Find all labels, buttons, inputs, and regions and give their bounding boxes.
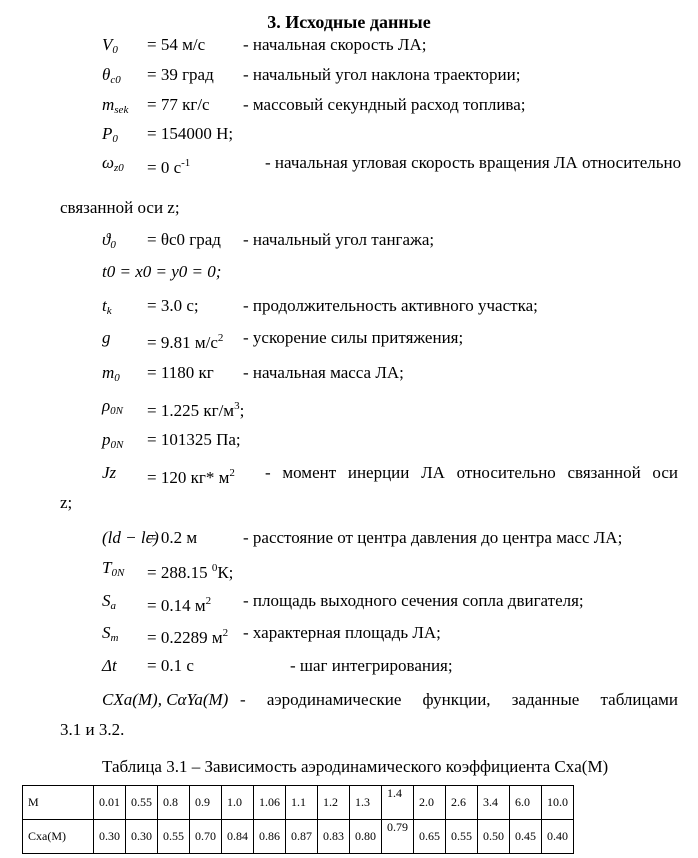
table-cell: 0.65 <box>414 820 446 854</box>
table-cell: 2.6 <box>446 786 478 820</box>
table-cell: 0.30 <box>126 820 158 854</box>
table-cell: 0.83 <box>318 820 350 854</box>
parameter-symbol <box>102 690 228 710</box>
symbol-base: S <box>102 591 111 610</box>
row-label: Cxa(M) <box>23 820 94 854</box>
table-caption: Таблица 3.1 – Зависимость аэродинамического коэффициента Cxa(M) <box>102 757 609 776</box>
table-cell: 0.30 <box>94 820 126 854</box>
parameter-description: - аэродинамические функции, заданные таблицами <box>240 690 678 709</box>
symbol-base: ρ <box>102 396 111 415</box>
parameter-description: - начальный угол тангажа; <box>243 230 435 249</box>
table-cell: 0.50 <box>478 820 510 854</box>
parameter-value: = 54 м/с <box>147 35 206 54</box>
parameter-continuation: связанной оси z; <box>60 198 180 217</box>
table-cell: 1.1 <box>286 786 318 820</box>
symbol-base: Jz <box>102 463 117 482</box>
table-cell: 3.4 <box>478 786 510 820</box>
parameter-description: - начальная масса ЛА; <box>243 363 404 382</box>
symbol-subscript: sek <box>114 104 129 116</box>
cx-table <box>22 785 574 854</box>
section-title: 3. Исходные данные <box>267 12 431 32</box>
symbol-subscript: 0 <box>110 239 116 251</box>
symbol-base: m <box>102 95 115 114</box>
parameter-symbol <box>102 95 128 120</box>
table-cell: 1.0 <box>222 786 254 820</box>
symbol-subscript: 0 <box>112 44 118 56</box>
parameter-symbol <box>102 35 118 60</box>
parameter-value: = 1.225 $кг/м^3$; <box>147 400 245 420</box>
parameter-symbol <box>102 396 123 421</box>
table-cell: 1.2 <box>318 786 350 820</box>
parameter-value: = 9.81 $м/с^2$ <box>147 332 224 352</box>
table-cell: 0.9 <box>190 786 222 820</box>
row-label: M <box>23 786 94 820</box>
parameter-continuation: 3.1 и 3.2. <box>60 720 125 739</box>
symbol-base: p <box>102 430 111 449</box>
symbol-subscript: 0 <box>112 133 118 145</box>
table-row <box>23 820 574 854</box>
table-cell: 0.01 <box>94 786 126 820</box>
parameter-symbol <box>102 558 124 583</box>
parameter-description: - начальная скорость ЛА; <box>243 35 427 54</box>
table-cell: 6.0 <box>510 786 542 820</box>
parameter-description: - шаг интегрирования; <box>290 656 453 675</box>
parameter-value: = 120 кг* $м^2$ <box>147 467 235 487</box>
table-cell: 1.3 <box>350 786 382 820</box>
symbol-base: θ <box>102 65 111 84</box>
parameter-symbol <box>102 124 118 149</box>
parameter-symbol <box>102 363 120 388</box>
table-cell: 0.87 <box>286 820 318 854</box>
parameter-value: = 1180 кг <box>147 363 214 382</box>
parameter-value: = 0.1 с <box>147 656 194 675</box>
parameter-description: - массовый секундный расход топлива; <box>243 95 526 114</box>
symbol-subscript: 0N <box>110 439 124 451</box>
parameter-symbol <box>102 296 112 321</box>
parameter-value: = 77 кг/с <box>147 95 210 114</box>
table-cell: 1.4 <box>382 786 414 820</box>
parameter-symbol <box>102 230 116 255</box>
symbol-base: ω <box>102 153 115 172</box>
table-cell: 0.55 <box>446 820 478 854</box>
parameter-description: - момент инерции ЛА относительно связанной оси <box>265 463 678 482</box>
symbol-base: CXa(M), CαYa(M) <box>102 690 229 709</box>
parameter-value: = 0.2289 $м^2$ <box>147 627 229 647</box>
symbol-subscript: 0 <box>114 372 120 384</box>
symbol-base: T <box>102 558 112 577</box>
parameter-description: - характерная площадь ЛА; <box>243 623 441 642</box>
parameter-description: - расстояние от центра давления до центра масс ЛА; <box>243 528 623 547</box>
symbol-base: g <box>102 328 111 347</box>
symbol-subscript: k <box>106 305 112 317</box>
table-cell: 2.0 <box>414 786 446 820</box>
parameter-value: = 39 град <box>147 65 214 84</box>
parameter-description: - начальный угол наклона траектории; <box>243 65 521 84</box>
symbol-base: (ld − lc) <box>102 528 159 547</box>
parameter-symbol <box>102 430 123 455</box>
parameter-symbol <box>102 623 118 648</box>
parameter-symbol <box>102 65 121 90</box>
parameter-value: = 154000 Н; <box>147 124 234 143</box>
table-cell: 0.84 <box>222 820 254 854</box>
parameter-symbol <box>102 656 117 676</box>
parameter-value: = θc0 град <box>147 230 221 249</box>
symbol-base: t <box>102 296 107 315</box>
parameter-value: = 3.0 с; <box>147 296 199 315</box>
symbol-subscript: c0 <box>110 74 121 86</box>
parameter-value: = 0.2 м <box>147 528 198 547</box>
symbol-subscript: a <box>110 600 116 612</box>
table-cell: 0.55 <box>158 820 190 854</box>
symbol-base: P <box>102 124 113 143</box>
parameter-value: = 0.14 $м^2$ <box>147 595 212 615</box>
symbol-base: Δt <box>102 656 117 675</box>
symbol-base: S <box>102 623 111 642</box>
symbol-subscript: 0N <box>111 567 125 579</box>
table-cell: 10.0 <box>542 786 574 820</box>
symbol-subscript: z0 <box>114 162 124 174</box>
symbol-base: ϑ <box>102 230 111 249</box>
parameter-description: - ускорение силы притяжения; <box>243 328 464 347</box>
table-row <box>23 786 574 820</box>
table-cell: 0.8 <box>158 786 190 820</box>
table-cell: 0.45 <box>510 820 542 854</box>
parameter-continuation: z; <box>60 493 73 512</box>
table-cell: 0.55 <box>126 786 158 820</box>
symbol-subscript: m <box>110 632 119 644</box>
table-cell: 0.40 <box>542 820 574 854</box>
parameter-value: = 288.15 $^0$К; <box>147 562 234 582</box>
parameter-description: - площадь выходного сечения сопла двигателя; <box>243 591 584 610</box>
parameter-symbol <box>102 463 116 483</box>
table-cell: 1.06 <box>254 786 286 820</box>
table-cell: 0.70 <box>190 820 222 854</box>
parameter-value: = 0 $с^{-1}$ <box>147 157 191 177</box>
parameter-symbol <box>102 328 111 348</box>
parameter-text: t0 = x0 = y0 = 0; <box>102 262 222 281</box>
table-cell: 0.80 <box>350 820 382 854</box>
parameter-description: - начальная угловая скорость вращения ЛА относительно <box>265 153 682 172</box>
parameter-description: - продолжительность активного участка; <box>243 296 538 315</box>
parameter-symbol <box>102 591 116 616</box>
symbol-base: m <box>102 363 115 382</box>
symbol-subscript: 0N <box>110 405 124 417</box>
parameter-symbol <box>102 153 124 178</box>
parameter-value: = 101325 Па; <box>147 430 241 449</box>
table-cell: 0.79 <box>382 820 414 854</box>
symbol-base: V <box>102 35 113 54</box>
table-cell: 0.86 <box>254 820 286 854</box>
